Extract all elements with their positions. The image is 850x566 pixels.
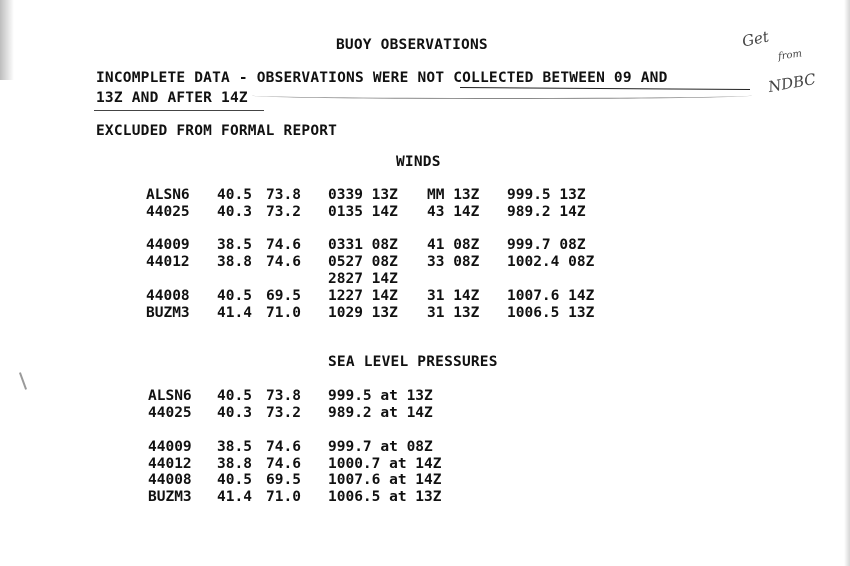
winds-cell-lon: 74.6: [266, 237, 301, 253]
winds-cell-pres: 999.5 13Z: [507, 187, 586, 203]
notice-line-2: 13Z AND AFTER 14Z: [96, 90, 248, 106]
winds-cell-gust: 43 14Z: [427, 204, 480, 220]
winds-cell-dir: 0135 14Z: [328, 204, 398, 220]
sea-level-pressure-cell-pressure: 999.5 at 13Z: [328, 388, 433, 404]
excluded-note: EXCLUDED FROM FORMAL REPORT: [96, 123, 338, 139]
handwritten-note-2: from: [777, 48, 803, 63]
winds-cell-gust: 33 08Z: [427, 254, 480, 270]
winds-cell-gust: 31 13Z: [427, 305, 480, 321]
winds-cell-lat: 38.5: [217, 237, 252, 253]
winds-cell-station: ALSN6: [146, 187, 190, 203]
winds-cell-station: 44008: [146, 288, 190, 304]
sea-level-pressure-cell-lon: 73.8: [266, 388, 301, 404]
sea-level-pressure-cell-lat: 38.8: [217, 456, 252, 472]
winds-cell-lon: 69.5: [266, 288, 301, 304]
notice-line-1: INCOMPLETE DATA - OBSERVATIONS WERE NOT COLLECTED BETWEEN 09 AND: [96, 70, 668, 86]
sea-level-pressure-cell-lat: 40.3: [217, 405, 252, 421]
handwritten-swoosh: [252, 92, 752, 99]
sea-level-pressure-cell-lon: 73.2: [266, 405, 301, 421]
winds-cell-dir: 0339 13Z: [328, 187, 398, 203]
winds-cell-dir: 1227 14Z: [328, 288, 398, 304]
scan-shadow-right: [844, 0, 850, 566]
winds-cell-dir: 0527 08Z: [328, 254, 398, 270]
sea-level-pressure-cell-pressure: 989.2 at 14Z: [328, 405, 433, 421]
winds-cell-pres: 999.7 08Z: [507, 237, 586, 253]
winds-cell-station: 44012: [146, 254, 190, 270]
winds-cell-station: BUZM3: [146, 305, 190, 321]
document-title: BUOY OBSERVATIONS: [336, 37, 488, 53]
sea-level-pressures-heading: SEA LEVEL PRESSURES: [328, 354, 498, 370]
winds-heading: WINDS: [396, 154, 441, 170]
sea-level-pressure-cell-lon: 74.6: [266, 456, 301, 472]
sea-level-pressure-cell-station: 44008: [148, 472, 192, 488]
winds-cell-lat: 40.5: [217, 187, 252, 203]
winds-cell-lat: 40.5: [217, 288, 252, 304]
winds-cell-station: 44025: [146, 204, 190, 220]
winds-cell-dir: 0331 08Z: [328, 237, 398, 253]
sea-level-pressure-cell-lat: 40.5: [217, 472, 252, 488]
sea-level-pressure-cell-lat: 40.5: [217, 388, 252, 404]
winds-cell-lon: 73.2: [266, 204, 301, 220]
winds-cell-station: 44009: [146, 237, 190, 253]
sea-level-pressure-cell-station: 44025: [148, 405, 192, 421]
handwritten-underline-2: [94, 110, 264, 111]
sea-level-pressure-cell-station: ALSN6: [148, 388, 192, 404]
handwritten-underline: [460, 87, 750, 90]
handwritten-note-1: Get: [740, 27, 771, 51]
sea-level-pressure-cell-lon: 74.6: [266, 439, 301, 455]
scan-shadow-left: [0, 0, 14, 80]
sea-level-pressure-cell-station: BUZM3: [148, 489, 192, 505]
sea-level-pressure-cell-pressure: 1006.5 at 13Z: [328, 489, 442, 505]
winds-cell-lat: 41.4: [217, 305, 252, 321]
winds-cell-gust: MM 13Z: [427, 187, 480, 203]
winds-cell-lon: 71.0: [266, 305, 301, 321]
sea-level-pressure-cell-lon: 71.0: [266, 489, 301, 505]
handwritten-note-3: NDBC: [766, 69, 818, 97]
winds-cell-pres: 1007.6 14Z: [507, 288, 595, 304]
winds-cell-dir: 1029 13Z: [328, 305, 398, 321]
sea-level-pressure-cell-pressure: 1007.6 at 14Z: [328, 472, 442, 488]
winds-cell-pres: 989.2 14Z: [507, 204, 586, 220]
sea-level-pressure-cell-lon: 69.5: [266, 472, 301, 488]
winds-cell-lat: 40.3: [217, 204, 252, 220]
scan-speck: [19, 372, 27, 390]
sea-level-pressure-cell-station: 44009: [148, 439, 192, 455]
sea-level-pressure-cell-pressure: 1000.7 at 14Z: [328, 456, 442, 472]
winds-cell-gust: 41 08Z: [427, 237, 480, 253]
winds-cell-lon: 73.8: [266, 187, 301, 203]
sea-level-pressure-cell-pressure: 999.7 at 08Z: [328, 439, 433, 455]
winds-cell-lon: 74.6: [266, 254, 301, 270]
winds-cell-dir: 2827 14Z: [328, 271, 398, 287]
winds-cell-lat: 38.8: [217, 254, 252, 270]
sea-level-pressure-cell-station: 44012: [148, 456, 192, 472]
winds-cell-pres: 1006.5 13Z: [507, 305, 595, 321]
winds-cell-gust: 31 14Z: [427, 288, 480, 304]
sea-level-pressure-cell-lat: 41.4: [217, 489, 252, 505]
sea-level-pressure-cell-lat: 38.5: [217, 439, 252, 455]
winds-cell-pres: 1002.4 08Z: [507, 254, 595, 270]
